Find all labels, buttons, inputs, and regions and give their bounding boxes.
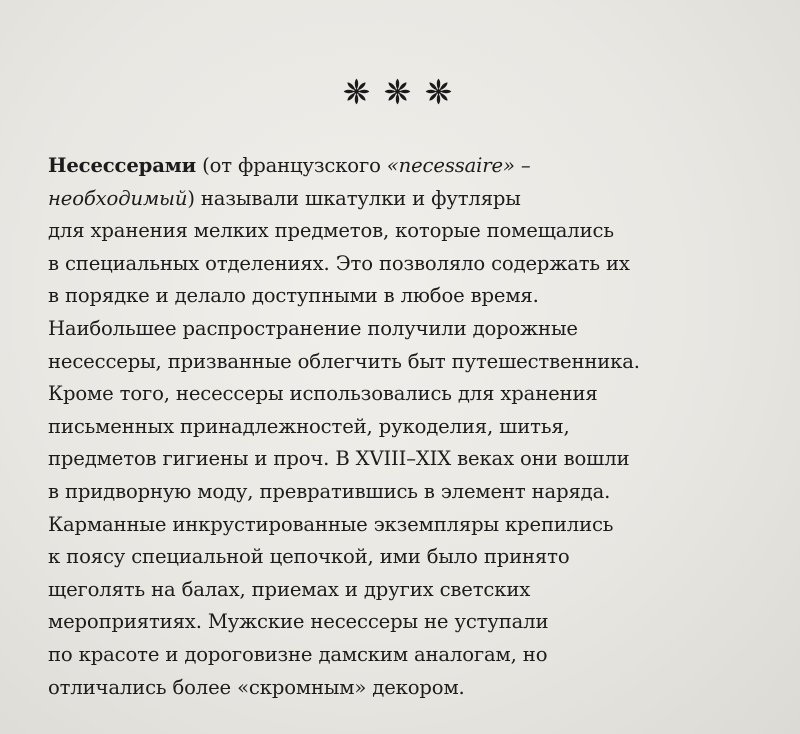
text-line — [48, 574, 788, 607]
text-line — [48, 443, 788, 476]
text-line — [48, 606, 788, 639]
text-line — [48, 346, 788, 379]
italic-term: «necessaire» – — [386, 154, 531, 177]
text-line — [48, 313, 788, 346]
text-line — [48, 411, 788, 444]
text-line — [48, 541, 788, 574]
term-heading: Несессерами — [48, 154, 197, 177]
text-run: в специальных отделениях. Это позволяло содержать их — [48, 251, 630, 275]
text-run: по красоте и дороговизне дамским аналогам, но — [48, 642, 548, 666]
text-run: письменных принадлежностей, рукоделия, шитья, — [48, 414, 570, 438]
text-run: в порядке и делало доступными в любое время. — [48, 284, 539, 308]
text-line — [48, 280, 788, 313]
text-run: мероприятиях. Мужские несессеры не уступали — [48, 610, 549, 634]
italic-translation: необходимый — [48, 186, 188, 210]
text-line — [48, 639, 788, 672]
text-run: (от французского — [196, 154, 387, 177]
text-run: Кроме того, несессеры использовались для хранения — [48, 382, 598, 406]
text-line — [48, 248, 788, 281]
text-run: к поясу специальной цепочкой, ими было принято — [48, 545, 570, 569]
star-flower-icon — [343, 78, 370, 105]
section-ornament — [343, 78, 452, 105]
text-run: в придворную моду, превратившись в элемент наряда. — [48, 479, 611, 503]
text-run: отличались более «скромным» декором. — [48, 675, 465, 699]
text-run: Наибольшее распространение получили дорожные — [48, 316, 578, 340]
article-text — [48, 150, 788, 704]
text-run: щеголять на балах, приемах и других светских — [48, 577, 531, 601]
text-line — [48, 150, 788, 183]
star-flower-icon — [425, 78, 452, 105]
text-line — [48, 378, 788, 411]
text-run: ) называли шкатулки и футляры — [187, 186, 521, 210]
text-line — [48, 509, 788, 542]
text-line — [48, 183, 788, 216]
text-run: Карманные инкрустированные экземпляры крепились — [48, 512, 614, 536]
text-line — [48, 672, 788, 705]
text-run: для хранения мелких предметов, которые помещались — [48, 219, 614, 243]
text-run: несессеры, призванные облегчить быт путешественника. — [48, 349, 640, 373]
text-run: предметов гигиены и проч. В XVIII–XIX веках они вошли — [48, 447, 630, 471]
text-line — [48, 215, 788, 248]
star-flower-icon — [384, 78, 411, 105]
text-line — [48, 476, 788, 509]
